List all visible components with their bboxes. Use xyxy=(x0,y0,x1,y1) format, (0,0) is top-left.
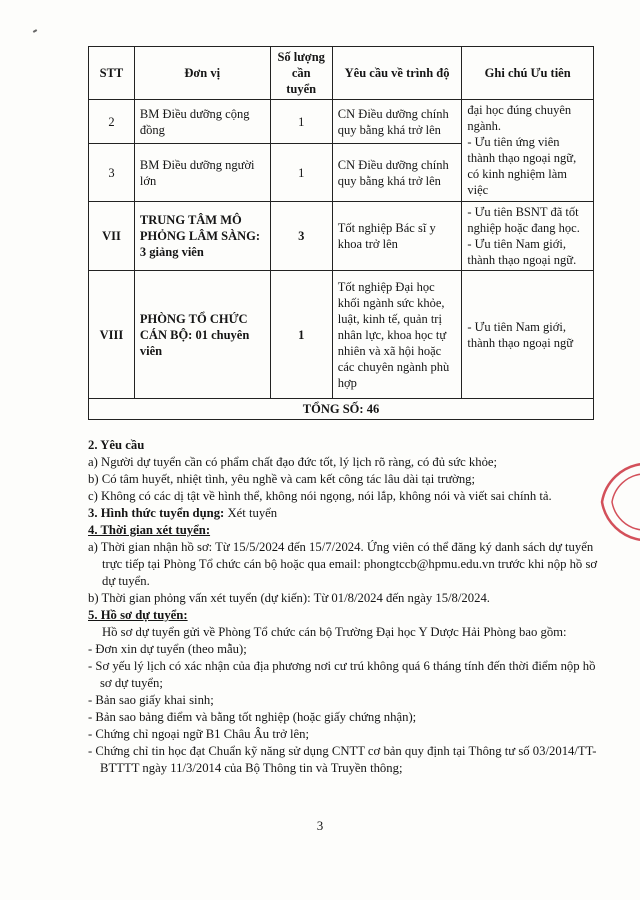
row-requirement: CN Điều dưỡng chính quy bằng khá trở lên xyxy=(332,144,462,202)
header-unit: Đơn vị xyxy=(134,47,270,100)
table-row xyxy=(89,100,594,144)
row-requirement: Tốt nghiệp Đại học khối ngành sức khỏe, luật, kinh tế, quản trị nhân lực, khoa học tự nhiên và xã hội hoặc các chuyên ngành phù hợp xyxy=(332,271,462,399)
table-total-row xyxy=(89,399,594,420)
table-row xyxy=(89,271,594,399)
section-4-item: a) Thời gian nhận hồ sơ: Từ 15/5/2024 đến 15/7/2024. Ứng viên có thể đăng ký danh sách dự tuyển trực tiếp tại Phòng Tổ chức cán bộ hoặc qua email: phongtccb@hpmu.edu.vn trước khi nộp hồ sơ dự tuyển. xyxy=(88,540,598,588)
row-note: - Ưu tiên BSNT đã tốt nghiệp hoặc đang học. - Ưu tiên Nam giới, thành thạo ngoại ngữ. xyxy=(462,202,594,271)
section-5-intro: Hồ sơ dự tuyển gửi về Phòng Tổ chức cán bộ Trường Đại học Y Dược Hải Phòng bao gồm: xyxy=(102,625,567,639)
header-stt: STT xyxy=(89,47,135,100)
section-5-item: - Bản sao bảng điểm và bằng tốt nghiệp (hoặc giấy chứng nhận); xyxy=(88,710,417,724)
section-5-item: - Chứng chỉ ngoại ngữ B1 Châu Âu trở lên; xyxy=(88,727,309,741)
section-2-item: b) Có tâm huyết, nhiệt tình, yêu nghề và cam kết công tác lâu dài tại trường; xyxy=(88,472,476,486)
section-5-title-text: 5. Hồ sơ dự tuyển: xyxy=(88,608,188,622)
section-5-item: - Sơ yếu lý lịch có xác nhận của địa phương nơi cư trú không quá 6 tháng tính đến thời điểm nộp hồ sơ dự tuyển; xyxy=(88,659,596,690)
row-quantity: 1 xyxy=(270,100,332,144)
section-3-value: Xét tuyển xyxy=(224,506,278,520)
table-row xyxy=(89,202,594,271)
section-4-title xyxy=(88,522,608,539)
section-3-title: 3. Hình thức tuyển dụng: xyxy=(88,506,225,520)
section-2-item: a) Người dự tuyển cần có phẩm chất đạo đức tốt, lý lịch rõ ràng, có đủ sức khỏe; xyxy=(88,455,498,469)
section-4-item: b) Thời gian phỏng vấn xét tuyển (dự kiến): Từ 01/8/2024 đến ngày 15/8/2024. xyxy=(88,591,490,605)
section-5-item: - Đơn xin dự tuyển (theo mẫu); xyxy=(88,642,247,656)
row-unit: TRUNG TÂM MÔ PHỎNG LÂM SÀNG: 3 giảng viên xyxy=(134,202,270,271)
section-2-item: c) Không có các dị tật về hình thể, không nói ngọng, nói lắp, không nói và viết sai chính tả. xyxy=(88,489,552,503)
page-number: 3 xyxy=(316,818,324,833)
section-5-item: - Chứng chỉ tin học đạt Chuẩn kỹ năng sử dụng CNTT cơ bản quy định tại Thông tư số 03/2014/TT-BTTTT ngày 11/3/2014 của Bộ Thông tin và Truyền thông; xyxy=(88,744,597,775)
stray-mark xyxy=(33,29,37,33)
row-stt: 3 xyxy=(89,144,135,202)
header-quantity: Số lượng cần tuyển xyxy=(270,47,332,100)
body-text xyxy=(88,437,608,777)
table-header-row xyxy=(89,47,594,100)
row-quantity: 1 xyxy=(270,271,332,399)
row-requirement: CN Điều dưỡng chính quy bằng khá trở lên xyxy=(332,100,462,144)
section-2-title: 2. Yêu cầu xyxy=(88,438,145,452)
table-total: TỔNG SỐ: 46 xyxy=(89,399,594,420)
row-unit: BM Điều dưỡng người lớn xyxy=(134,144,270,202)
section-5-title xyxy=(88,607,608,624)
row-stt: VIII xyxy=(89,271,135,399)
row-stt: VII xyxy=(89,202,135,271)
row-quantity: 3 xyxy=(270,202,332,271)
row-unit: BM Điều dưỡng cộng đồng xyxy=(134,100,270,144)
row-unit: PHÒNG TỔ CHỨC CÁN BỘ: 01 chuyên viên xyxy=(134,271,270,399)
red-seal-stamp xyxy=(592,462,640,542)
row-stt: 2 xyxy=(89,100,135,144)
section-3 xyxy=(88,505,608,522)
row-note: - Ưu tiên Nam giới, thành thạo ngoại ngữ xyxy=(462,271,594,399)
header-requirement: Yêu cầu về trình độ xyxy=(332,47,462,100)
row-note: đại học đúng chuyên ngành. - Ưu tiên ứng viên thành thạo ngoại ngữ, có kinh nghiệm làm việc xyxy=(462,100,594,202)
section-4-title-text: 4. Thời gian xét tuyển: xyxy=(88,523,211,537)
row-requirement: Tốt nghiệp Bác sĩ y khoa trở lên xyxy=(332,202,462,271)
section-5-item: - Bản sao giấy khai sinh; xyxy=(88,693,214,707)
header-note: Ghi chú Ưu tiên xyxy=(462,47,594,100)
stamp-inner-ring xyxy=(612,474,640,530)
row-quantity: 1 xyxy=(270,144,332,202)
recruitment-table xyxy=(88,46,594,420)
